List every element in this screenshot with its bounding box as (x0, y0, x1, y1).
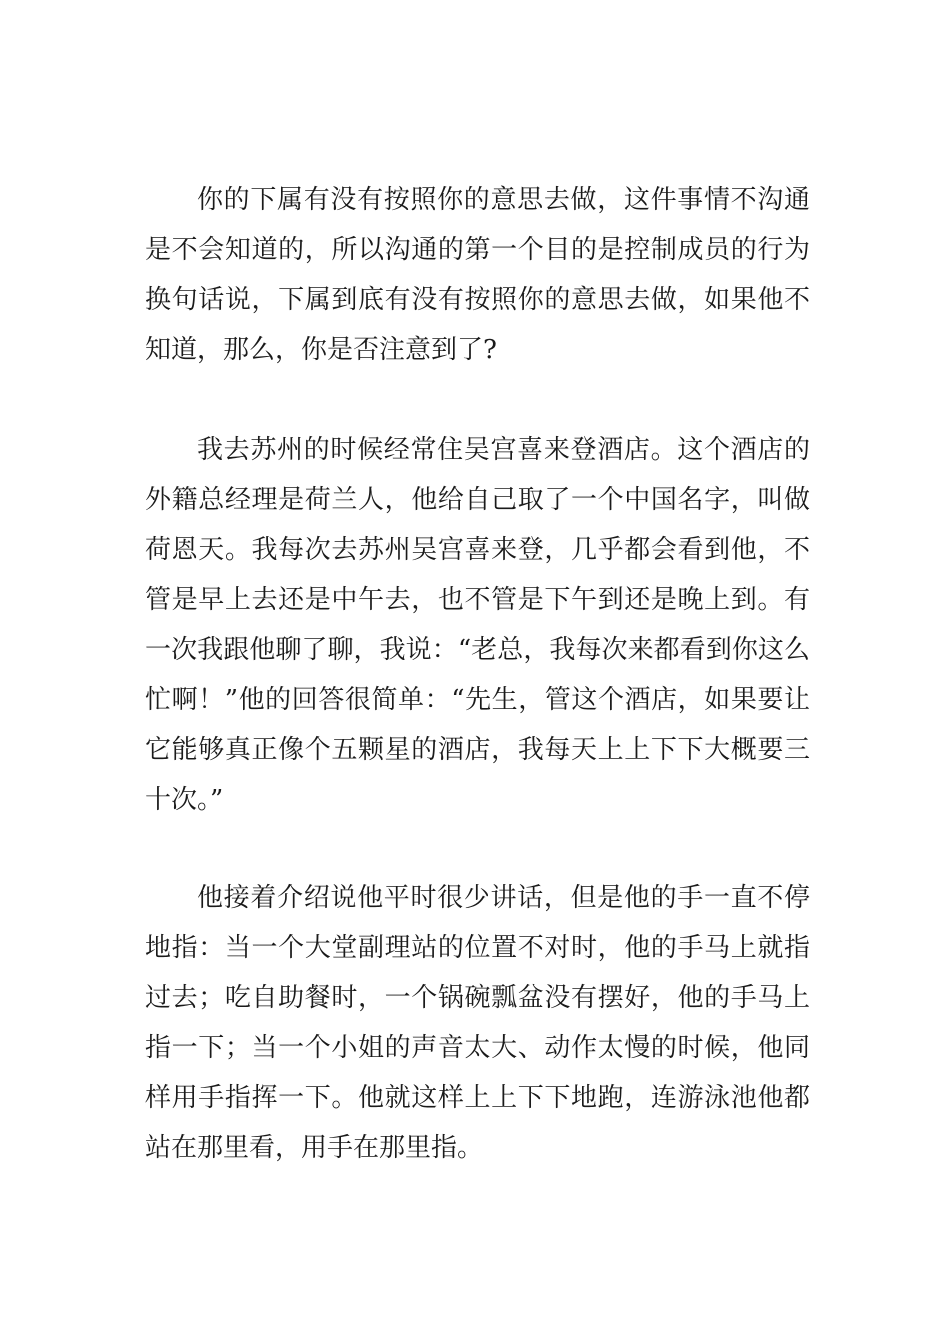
paragraph-2: 我去苏州的时候经常住吴宫喜来登酒店。这个酒店的外籍总经理是荷兰人，他给自己取了一个中国名字，叫做荷恩天。我每次去苏州吴宫喜来登，几乎都会看到他，不管是早上去还是中午去，也不管是下午到还是晚上到。有一次我跟他聊了聊，我说：“老总，我每次来都看到你这么忙啊！”他的回答很简单：“先生，管这个酒店，如果要让它能够真正像个五颗星的酒店，我每天上上下下大概要三十次。” (145, 435, 810, 815)
paragraph-3: 他接着介绍说他平时很少讲话，但是他的手一直不停地指：当一个大堂副理站的位置不对时，他的手马上就指过去；吃自助餐时，一个锅碗瓢盆没有摆好，他的手马上指一下；当一个小姐的声音太大、动作太慢的时候，他同样用手指挥一下。他就这样上上下下地跑，连游泳池他都站在那里看，用手在那里指。 (145, 883, 810, 1163)
paragraph-1: 你的下属有没有按照你的意思去做，这件事情不沟通是不会知道的，所以沟通的第一个目的是控制成员的行为换句话说，下属到底有没有按照你的意思去做，如果他不知道，那么，你是否注意到了? (145, 185, 810, 365)
